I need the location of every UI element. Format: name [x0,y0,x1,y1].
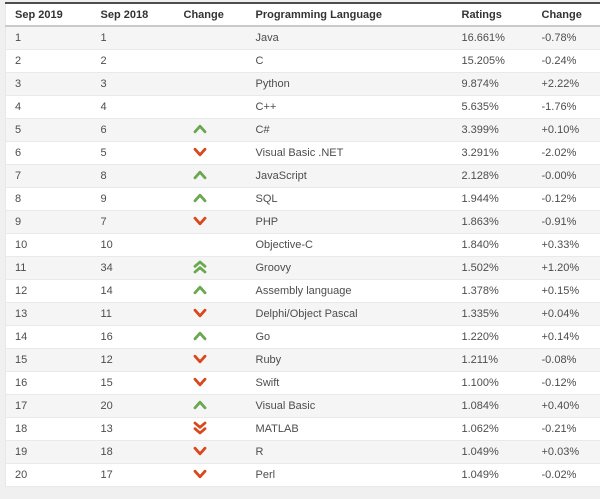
rank-2018-cell: 1 [92,26,175,50]
change-percent-cell: +0.15% [533,280,600,303]
rank-down-double-icon [193,421,207,435]
change-percent-cell: -0.91% [533,211,600,234]
table-header [6,3,600,26]
rank-down-icon [193,308,207,318]
rank-2018-cell: 13 [92,418,175,441]
language-cell: C# [247,119,453,142]
change-icon-cell [175,441,247,464]
rank-up-icon [193,193,207,203]
change-icon-cell [175,211,247,234]
language-cell: C++ [247,96,453,119]
col-header-rank-change: Change [175,3,247,26]
change-percent-cell: +0.03% [533,441,600,464]
language-cell: MATLAB [247,418,453,441]
tiobe-ranking-table [5,2,600,487]
rank-2019-cell: 18 [6,418,92,441]
change-percent-cell: -0.24% [533,50,600,73]
table-row [6,372,600,395]
change-icon-cell [175,257,247,280]
table-row [6,280,600,303]
rank-2018-cell: 2 [92,50,175,73]
change-icon-cell [175,349,247,372]
change-percent-cell: -0.12% [533,188,600,211]
table-row [6,349,600,372]
change-percent-cell: -1.76% [533,96,600,119]
change-icon-cell [175,165,247,188]
change-icon-cell [175,142,247,165]
change-icon-cell [175,280,247,303]
rank-up-icon [193,331,207,341]
rank-2019-cell: 3 [6,73,92,96]
rank-2019-cell: 15 [6,349,92,372]
language-cell: R [247,441,453,464]
rank-2019-cell: 8 [6,188,92,211]
table-row [6,96,600,119]
rank-down-icon [193,469,207,479]
rank-down-icon [193,354,207,364]
rank-2019-cell: 11 [6,257,92,280]
change-icon-cell [175,464,247,487]
rating-cell: 3.399% [453,119,533,142]
rank-down-icon [193,216,207,226]
change-icon-cell [175,418,247,441]
change-percent-cell: -0.21% [533,418,600,441]
rank-2018-cell: 3 [92,73,175,96]
rank-2018-cell: 34 [92,257,175,280]
rank-2019-cell: 10 [6,234,92,257]
table-row [6,326,600,349]
change-icon-cell [175,372,247,395]
rank-up-icon [193,400,207,410]
rank-2019-cell: 5 [6,119,92,142]
rank-2018-cell: 15 [92,372,175,395]
rating-cell: 1.220% [453,326,533,349]
change-icon-cell [175,234,247,257]
change-icon-cell [175,96,247,119]
rank-2019-cell: 14 [6,326,92,349]
rank-down-icon [193,377,207,387]
language-cell: JavaScript [247,165,453,188]
table-row [6,257,600,280]
language-cell: Delphi/Object Pascal [247,303,453,326]
rank-2018-cell: 16 [92,326,175,349]
language-cell: Python [247,73,453,96]
table-row [6,142,600,165]
rank-2019-cell: 12 [6,280,92,303]
change-percent-cell: +1.20% [533,257,600,280]
rank-up-icon [193,285,207,295]
change-icon-cell [175,119,247,142]
language-cell: Objective-C [247,234,453,257]
rank-2019-cell: 1 [6,26,92,50]
table-row [6,234,600,257]
rank-2019-cell: 4 [6,96,92,119]
change-percent-cell: -0.08% [533,349,600,372]
rating-cell: 9.874% [453,73,533,96]
rating-cell: 1.100% [453,372,533,395]
change-percent-cell: +2.22% [533,73,600,96]
rating-cell: 1.378% [453,280,533,303]
rank-up-double-icon [193,260,207,274]
change-percent-cell: -2.02% [533,142,600,165]
change-icon-cell [175,26,247,50]
language-cell: C [247,50,453,73]
rank-2018-cell: 6 [92,119,175,142]
language-cell: Ruby [247,349,453,372]
language-cell: Swift [247,372,453,395]
rank-2019-cell: 7 [6,165,92,188]
table-row [6,73,600,96]
rating-cell: 1.084% [453,395,533,418]
table-row [6,303,600,326]
rank-2018-cell: 18 [92,441,175,464]
rank-2019-cell: 2 [6,50,92,73]
change-icon-cell [175,188,247,211]
language-cell: Groovy [247,257,453,280]
rank-2018-cell: 4 [92,96,175,119]
table-row [6,188,600,211]
language-cell: Visual Basic .NET [247,142,453,165]
change-percent-cell: +0.14% [533,326,600,349]
rank-up-icon [193,170,207,180]
table-row [6,26,600,50]
table-row [6,211,600,234]
change-icon-cell [175,50,247,73]
change-icon-cell [175,303,247,326]
language-cell: PHP [247,211,453,234]
language-cell: Go [247,326,453,349]
rank-up-icon [193,124,207,134]
col-header-language: Programming Language [247,3,453,26]
rating-cell: 1.944% [453,188,533,211]
language-cell: Assembly language [247,280,453,303]
rank-2019-cell: 20 [6,464,92,487]
rank-2019-cell: 17 [6,395,92,418]
rating-cell: 1.863% [453,211,533,234]
rank-2018-cell: 5 [92,142,175,165]
rank-2019-cell: 19 [6,441,92,464]
rank-2018-cell: 12 [92,349,175,372]
rating-cell: 1.049% [453,441,533,464]
rank-2019-cell: 6 [6,142,92,165]
rank-2018-cell: 17 [92,464,175,487]
change-percent-cell: +0.33% [533,234,600,257]
table-body [6,26,600,487]
rank-2019-cell: 9 [6,211,92,234]
change-icon-cell [175,326,247,349]
rank-2018-cell: 10 [92,234,175,257]
rating-cell: 1.211% [453,349,533,372]
col-header-ratings-change: Change [533,3,600,26]
rank-2018-cell: 20 [92,395,175,418]
rating-cell: 1.502% [453,257,533,280]
rank-down-icon [193,446,207,456]
rank-2018-cell: 9 [92,188,175,211]
rank-2018-cell: 8 [92,165,175,188]
table-row [6,119,600,142]
rating-cell: 5.635% [453,96,533,119]
table-row [6,464,600,487]
rating-cell: 2.128% [453,165,533,188]
col-header-rank-2018: Sep 2018 [92,3,175,26]
rating-cell: 1.840% [453,234,533,257]
change-percent-cell: -0.00% [533,165,600,188]
rank-2018-cell: 11 [92,303,175,326]
change-percent-cell: -0.78% [533,26,600,50]
header-row [6,3,600,26]
change-percent-cell: +0.04% [533,303,600,326]
col-header-rank-2019: Sep 2019 [6,3,92,26]
change-percent-cell: -0.02% [533,464,600,487]
rating-cell: 3.291% [453,142,533,165]
rating-cell: 1.062% [453,418,533,441]
rating-cell: 15.205% [453,50,533,73]
language-cell: Java [247,26,453,50]
table-row [6,441,600,464]
rating-cell: 1.335% [453,303,533,326]
table-row [6,50,600,73]
rank-2018-cell: 7 [92,211,175,234]
change-percent-cell: -0.12% [533,372,600,395]
rank-2019-cell: 13 [6,303,92,326]
change-percent-cell: +0.40% [533,395,600,418]
rank-down-icon [193,147,207,157]
rank-2019-cell: 16 [6,372,92,395]
col-header-ratings: Ratings [453,3,533,26]
table-row [6,395,600,418]
change-icon-cell [175,395,247,418]
language-cell: Visual Basic [247,395,453,418]
rating-cell: 16.661% [453,26,533,50]
language-cell: Perl [247,464,453,487]
table-row [6,165,600,188]
table-row [6,418,600,441]
change-icon-cell [175,73,247,96]
rank-2018-cell: 14 [92,280,175,303]
language-cell: SQL [247,188,453,211]
change-percent-cell: +0.10% [533,119,600,142]
rating-cell: 1.049% [453,464,533,487]
